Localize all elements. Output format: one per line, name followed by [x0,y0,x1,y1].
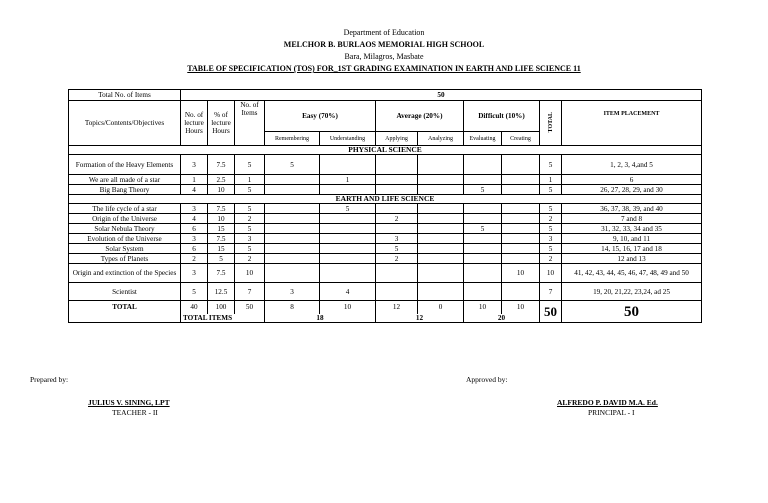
cell-analyzing [418,175,464,185]
cell-remembering [265,244,320,254]
cell-creating [502,175,540,185]
cell-applying: 5 [376,244,418,254]
cell-topic: Formation of the Heavy Elements [69,155,181,175]
approved-title: PRINCIPAL - I [588,408,635,417]
cell-applying [376,264,418,283]
cell-analyzing [418,264,464,283]
total-items-summary-label: TOTAL ITEMS [181,314,265,323]
cell-placement: 41, 42, 43, 44, 45, 46, 47, 48, 49 and 50 [562,264,702,283]
cell-placement: 31, 32, 33, 34 and 35 [562,224,702,234]
cell-placement: 9, 10, and 11 [562,234,702,244]
cell-items: 5 [235,224,265,234]
cell-remembering: 5 [265,155,320,175]
cell-pct: 2.5 [208,175,235,185]
cell-hours: 2 [181,254,208,264]
cell-placement: 14, 15, 16, 17 and 18 [562,244,702,254]
cell-total: 2 [540,254,562,264]
table-row [69,204,702,214]
cell-evaluating [464,283,502,301]
cell-understanding [320,214,376,224]
total-items-row [69,90,702,101]
cell-hours: 4 [181,214,208,224]
cell-creating [502,185,540,195]
table-row [69,214,702,224]
cell-topic: Origin and extinction of the Species [69,264,181,283]
cell-pct: 7.5 [208,264,235,283]
cell-topic: We are all made of a star [69,175,181,185]
approved-label: Approved by: [466,375,508,384]
cell-placement: 7 and 8 [562,214,702,224]
table-row [69,244,702,254]
col-pct-header: % of lecture Hours [208,101,235,146]
cell-understanding [320,234,376,244]
cell-evaluating [464,155,502,175]
approved-name: ALFREDO P. DAVID M.A. Ed. [557,398,658,407]
col-total-label: TOTAL [547,111,554,133]
section-row-earth [69,195,702,204]
col-items-header: No. of Items [235,101,265,146]
cell-remembering: 3 [265,283,320,301]
cell-hours: 5 [181,283,208,301]
cell-pct: 7.5 [208,155,235,175]
cell-understanding [320,185,376,195]
cell-pct: 5 [208,254,235,264]
table-row [69,155,702,175]
cell-remembering [265,234,320,244]
prepared-name: JULIUS V. SINING, LPT [88,398,170,407]
cell-creating [502,283,540,301]
cell-items: 5 [235,185,265,195]
col-hours-header: No. of lecture Hours [181,101,208,146]
cell-evaluating [464,254,502,264]
totals-understanding: 10 [320,301,376,314]
cell-total: 5 [540,224,562,234]
cell-evaluating: 5 [464,185,502,195]
col-average-header: Average (20%) [376,101,464,132]
cell-hours: 6 [181,224,208,234]
sub-understanding: Understanding [320,132,376,146]
cell-creating [502,155,540,175]
section-row-physical [69,146,702,155]
total-items-value: 50 [181,90,702,101]
table-row [69,264,702,283]
cell-understanding [320,264,376,283]
cell-topic: Types of Planets [69,254,181,264]
cell-placement: 1, 2, 3, 4,and 5 [562,155,702,175]
cell-total: 5 [540,244,562,254]
table-row [69,185,702,195]
tos-table [68,89,702,323]
cell-creating: 10 [502,264,540,283]
cell-understanding: 5 [320,204,376,214]
cell-analyzing [418,283,464,301]
cell-placement: 12 and 13 [562,254,702,264]
cell-hours: 3 [181,264,208,283]
cell-applying [376,283,418,301]
department-name: Department of Education [343,28,425,37]
cell-applying: 3 [376,234,418,244]
cell-understanding [320,155,376,175]
totals-applying: 12 [376,301,418,314]
cell-evaluating [464,234,502,244]
cell-evaluating [464,264,502,283]
prepared-title: TEACHER - II [112,408,158,417]
cell-topic: Evolution of the Universe [69,234,181,244]
cell-items: 5 [235,204,265,214]
document-title: TABLE OF SPECIFICATION (TOS) FOR_1ST GRADING EXAMINATION IN EARTH AND LIFE SCIENCE 11 [187,64,581,73]
cell-items: 5 [235,155,265,175]
cell-understanding [320,254,376,264]
school-address: Bara, Milagros, Masbate [344,52,424,61]
table-row [69,224,702,234]
cell-applying [376,175,418,185]
cell-topic: Origin of the Universe [69,214,181,224]
totals-label: TOTAL [69,301,181,314]
cell-topic: Big Bang Theory [69,185,181,195]
cell-total: 2 [540,214,562,224]
cell-evaluating [464,244,502,254]
totals-hours: 40 [181,301,208,314]
totals-row [69,301,702,314]
cell-topic: Scientist [69,283,181,301]
totals-remembering: 8 [265,301,320,314]
school-name: MELCHOR B. BURLAOS MEMORIAL HIGH SCHOOL [283,40,485,49]
cell-pct: 15 [208,244,235,254]
total-average: 12 [376,314,464,323]
totals-placement: 50 [562,301,702,323]
cell-topic: Solar System [69,244,181,254]
table-row [69,283,702,301]
col-total-header [540,101,562,146]
cell-total: 5 [540,185,562,195]
cell-items: 3 [235,234,265,244]
total-difficult: 20 [464,314,540,323]
cell-understanding: 1 [320,175,376,185]
cell-total: 10 [540,264,562,283]
cell-analyzing [418,185,464,195]
sub-remembering: Remembering [265,132,320,146]
total-easy: 18 [265,314,376,323]
cell-evaluating: 5 [464,224,502,234]
sub-applying: Applying [376,132,418,146]
cell-analyzing [418,204,464,214]
cell-items: 2 [235,214,265,224]
totals-total: 50 [540,301,562,323]
cell-applying [376,155,418,175]
col-topics-header: Topics/Contents/Objectives [69,101,181,146]
cell-hours: 3 [181,204,208,214]
totals-items: 50 [235,301,265,314]
section-earth-life-science: EARTH AND LIFE SCIENCE [69,195,702,204]
cell-evaluating [464,204,502,214]
cell-total: 1 [540,175,562,185]
cell-topic: The life cycle of a star [69,204,181,214]
cell-hours: 1 [181,175,208,185]
cell-creating [502,204,540,214]
cell-understanding [320,244,376,254]
cell-remembering [265,214,320,224]
cell-creating [502,244,540,254]
cell-evaluating [464,214,502,224]
cell-items: 2 [235,254,265,264]
cell-analyzing [418,214,464,224]
cell-pct: 7.5 [208,204,235,214]
cell-items: 5 [235,244,265,254]
cell-understanding: 4 [320,283,376,301]
cell-items: 10 [235,264,265,283]
cell-remembering [265,254,320,264]
cell-evaluating [464,175,502,185]
cell-items: 7 [235,283,265,301]
col-placement-header: ITEM PLACEMENT [562,101,702,146]
totals-evaluating: 10 [464,301,502,314]
cell-analyzing [418,244,464,254]
cell-applying [376,224,418,234]
cell-hours: 3 [181,155,208,175]
table-row [69,175,702,185]
cell-pct: 10 [208,214,235,224]
cell-analyzing [418,254,464,264]
cell-total: 5 [540,155,562,175]
cell-pct: 15 [208,224,235,234]
col-difficult-header: Difficult (10%) [464,101,540,132]
prepared-label: Prepared by: [30,375,69,384]
header-row [69,101,702,132]
cell-placement: 6 [562,175,702,185]
cell-creating [502,254,540,264]
totals-creating: 10 [502,301,540,314]
cell-creating [502,234,540,244]
section-physical-science: PHYSICAL SCIENCE [69,146,702,155]
cell-placement: 19, 20, 21,22, 23,24, ad 25 [562,283,702,301]
totals-analyzing: 0 [418,301,464,314]
cell-analyzing [418,224,464,234]
cell-creating [502,224,540,234]
cell-pct: 7.5 [208,234,235,244]
cell-remembering [265,185,320,195]
cell-analyzing [418,234,464,244]
cell-remembering [265,264,320,283]
cell-applying: 2 [376,214,418,224]
total-items-label: Total No. of Items [69,90,181,101]
cell-topic: Solar Nebula Theory [69,224,181,234]
table-row [69,254,702,264]
col-easy-header: Easy (70%) [265,101,376,132]
cell-applying [376,204,418,214]
cell-analyzing [418,155,464,175]
cell-items: 1 [235,175,265,185]
cell-pct: 10 [208,185,235,195]
totals-pct: 100 [208,301,235,314]
table-row [69,234,702,244]
cell-remembering [265,175,320,185]
sub-creating: Creating [502,132,540,146]
cell-hours: 6 [181,244,208,254]
cell-placement: 36, 37, 38, 39, and 40 [562,204,702,214]
cell-placement: 26, 27, 28, 29, and 30 [562,185,702,195]
cell-total: 5 [540,204,562,214]
cell-remembering [265,224,320,234]
cell-pct: 12.5 [208,283,235,301]
cell-hours: 3 [181,234,208,244]
cell-creating [502,214,540,224]
cell-understanding [320,224,376,234]
cell-total: 3 [540,234,562,244]
cell-remembering [265,204,320,214]
cell-total: 7 [540,283,562,301]
cell-applying [376,185,418,195]
sub-analyzing: Analyzing [418,132,464,146]
sub-evaluating: Evaluating [464,132,502,146]
cell-applying: 2 [376,254,418,264]
cell-hours: 4 [181,185,208,195]
